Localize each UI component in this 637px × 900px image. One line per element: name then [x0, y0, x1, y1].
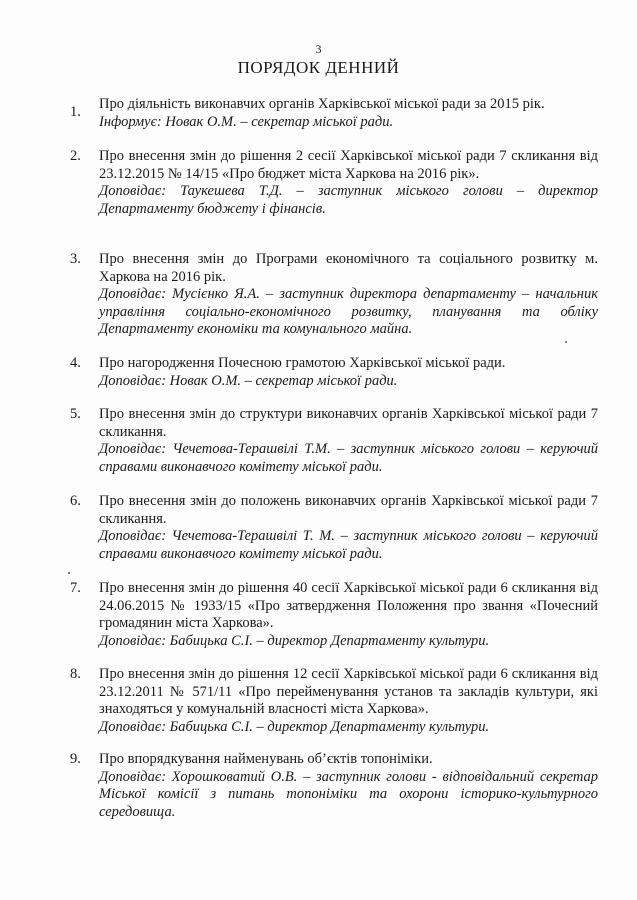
item-title: Про внесення змін до рішення 40 сесії Харківської міської ради 6 скликання від 24.06.2015 № 1933/15 «Про затвердження Положення про звання «Почесний громадянин міста Харкова».	[99, 580, 598, 631]
item-title: Про впорядкування найменувань об’єктів топоніміки.	[99, 751, 433, 767]
item-title: Про внесення змін до структури виконавчих органів Харківської міської ради 7 скликання.	[99, 406, 598, 440]
item-body	[99, 148, 598, 218]
item-speaker: Доповідає: Новак О.М. – секретар міської ради.	[99, 372, 398, 389]
item-speaker: Доповідає: Таукешева Т.Д. – заступник міського голови – директор Департаменту бюджету і фінансів.	[99, 183, 598, 217]
item-speaker: Доповідає: Чечетова-Терашвілі Т.М. – заступник міського голови – керуючий справами виконавчого комітету міської ради.	[99, 441, 598, 475]
item-speaker: Доповідає: Мусієнко Я.А. – заступник директора департаменту – начальник управління соціально-економічного розвитку, планування та обліку Департаменту економіки та комунального майна.	[99, 286, 598, 337]
item-number: 3.	[70, 251, 81, 267]
item-body	[99, 751, 598, 821]
item-title: Про внесення змін до положень виконавчих органів Харківської міської ради 7 скликання.	[99, 493, 598, 527]
item-body	[99, 96, 598, 131]
item-speaker: Доповідає: Бабицька С.І. – директор Департаменту культури.	[99, 718, 490, 735]
item-number: 2.	[70, 148, 81, 164]
item-speaker: Інформує: Новак О.М. – секретар міської ради.	[99, 113, 394, 130]
scan-speck	[565, 341, 567, 343]
item-body	[99, 666, 598, 736]
item-title: Про внесення змін до Програми економічного та соціального розвитку м. Харкова на 2016 рік.	[99, 251, 598, 285]
item-body	[99, 406, 598, 476]
item-speaker: Доповідає: Хорошковатий О.В. – заступник голови - відповідальний секретар Міської комісії з питань топоніміки та охорони історико-культурного середовища.	[99, 768, 598, 820]
item-title: Про внесення змін до рішення 2 сесії Харківської міської ради 7 скликання від 23.12.2015 № 14/15 «Про бюджет міста Харкова на 2016 рік».	[99, 148, 598, 182]
item-title: Про внесення змін до рішення 12 сесії Харківської міської ради 6 скликання від 23.12.2011 № 571/11 «Про перейменування установ та закладів культури, які знаходяться у комунальній власності міста Харкова».	[99, 666, 598, 717]
item-number: 1.	[70, 104, 81, 120]
page-title: ПОРЯДОК ДЕННИЙ	[237, 58, 400, 77]
item-number: 5.	[70, 406, 81, 422]
item-number: 9.	[70, 751, 81, 767]
scan-speck	[68, 572, 70, 574]
item-title: Про нагородження Почесною грамотою Харківської міської ради.	[99, 355, 506, 371]
item-speaker: Доповідає: Чечетова-Терашвілі Т. М. – заступник міського голови – керуючий справами виконавчого комітету міської ради.	[99, 528, 598, 562]
item-body	[99, 355, 598, 390]
item-number: 6.	[70, 493, 81, 509]
item-body	[99, 493, 598, 563]
item-title: Про діяльність виконавчих органів Харківської міської ради за 2015 рік.	[99, 96, 545, 112]
item-body	[99, 580, 598, 650]
item-number: 7.	[70, 580, 81, 596]
item-number: 4.	[70, 355, 81, 371]
item-body	[99, 251, 598, 339]
item-speaker: Доповідає: Бабицька С.І. – директор Департаменту культури.	[99, 632, 490, 649]
item-number: 8.	[70, 666, 81, 682]
page-number: 3	[315, 42, 322, 56]
